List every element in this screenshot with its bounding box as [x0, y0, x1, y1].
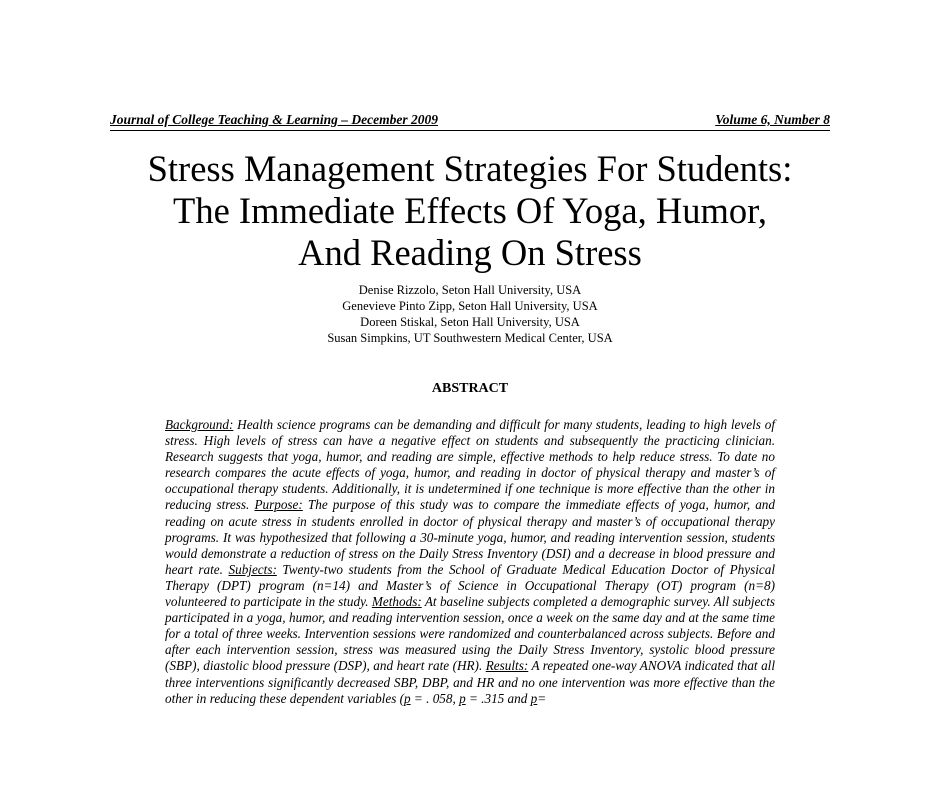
- p-value-3: =: [537, 690, 547, 706]
- subjects-text: Twenty-two students from the School of Graduate Medical Education Doctor of Physical Therapy (DPT) program (n=14) and Master’s of Science in Occupational Therapy (OT) program (n=8) volunteered to participate in the study.: [165, 561, 775, 610]
- methods-label: Methods:: [371, 594, 422, 610]
- author-1: Denise Rizzolo, Seton Hall University, USA: [358, 283, 582, 297]
- p-value-letter: p: [459, 690, 466, 706]
- p-value-letter: p: [404, 690, 411, 706]
- author-list: [170, 282, 770, 346]
- background-label: Background:: [165, 417, 234, 432]
- purpose-text: The purpose of this study was to compare the immediate effects of yoga, humor, and reading on acute stress in students enrolled in doctor of physical therapy and master’s of occupational therapy programs. It was hypothesized that following a 30-minute yoga, humor, and reading intervention session, students would demonstrate a reduction of stress on the Daily Stress Inventory (DSI) and a decrease in blood pressure and heart rate.: [165, 497, 775, 577]
- purpose-label: Purpose:: [254, 497, 303, 513]
- results-text: A repeated one-way ANOVA indicated that all three interventions significantly decreased SBP, DBP, and HR and no one intervention was more effective than the other in reducing these dependent variables (: [165, 658, 775, 706]
- paper-title: [60, 148, 880, 274]
- journal-name: Journal of College Teaching & Learning – December 2009: [110, 112, 438, 127]
- subjects-label: Subjects:: [228, 561, 277, 577]
- p-value-letter: p: [530, 690, 538, 706]
- abstract-body: [165, 417, 775, 707]
- running-header: [110, 112, 830, 131]
- author-2: Genevieve Pinto Zipp, Seton Hall University, USA: [342, 299, 598, 313]
- author-3: Doreen Stiskal, Seton Hall University, USA: [360, 315, 580, 329]
- author-4: Susan Simpkins, UT Southwestern Medical Center, USA: [327, 331, 613, 345]
- title-line-1: Stress Management Strategies For Students:: [147, 148, 793, 189]
- abstract-heading: ABSTRACT: [431, 381, 509, 396]
- title-line-2: The Immediate Effects Of Yoga, Humor,: [173, 190, 767, 231]
- p-value-2: = .315 and: [465, 690, 531, 706]
- methods-text: At baseline subjects completed a demographic survey. All subjects participated in a yoga, humor, and reading intervention session, once a week on the same day and at the same time for a total of three weeks. Intervention sessions were randomized and counterbalanced across subjects. Before and after each intervention session, stress was measured using the Daily Stress Inventory, systolic blood pressure (SBP), diastolic blood pressure (DSP), and heart rate (HR).: [165, 594, 775, 674]
- results-label: Results:: [485, 658, 529, 674]
- volume-number: Volume 6, Number 8: [715, 112, 830, 127]
- p-value-1: = . 058,: [410, 690, 460, 706]
- title-line-3: And Reading On Stress: [298, 232, 642, 273]
- background-text: Health science programs can be demanding and difficult for many students, leading to high levels of stress. High levels of stress can have a negative effect on students and subsequently the practicing clinician. Research suggests that yoga, humor, and reading are simple, effective methods to help reduce stress. To date no research compares the acute effects of yoga, humor, and reading in doctor of physical therapy and master’s of occupational therapy students. Additionally, it is undetermined if one technique is more effective than the other in reducing stress.: [165, 417, 775, 513]
